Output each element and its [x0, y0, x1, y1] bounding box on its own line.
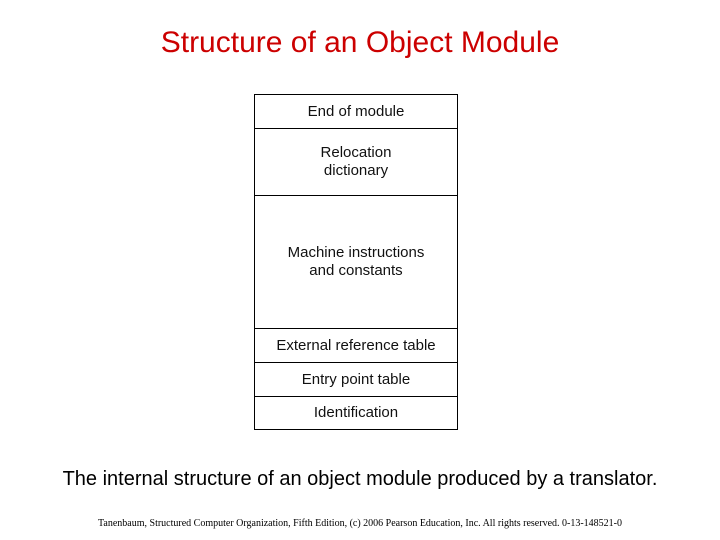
block-label: End of module — [307, 102, 405, 120]
machine-instructions-block — [255, 196, 457, 329]
block-label: Identification — [313, 404, 399, 421]
relocation-dictionary-block — [255, 129, 457, 196]
end-of-module-block — [255, 95, 457, 129]
block-label: Machine instructions and constants — [287, 244, 425, 279]
external-reference-table-block — [255, 329, 457, 363]
figure-caption: The internal structure of an object module produced by a translator. — [62, 468, 658, 490]
block-label: Relocation dictionary — [320, 144, 392, 179]
identification-block — [255, 397, 457, 429]
copyright-footer: Tanenbaum, Structured Computer Organization, Fifth Edition, (c) 2006 Pearson Education, Inc. All rights reserved. 0-13-148521-0 — [98, 518, 622, 529]
block-label: External reference table — [276, 336, 436, 354]
object-module-diagram — [254, 94, 458, 430]
entry-point-table-block — [255, 363, 457, 397]
block-label: Entry point table — [301, 370, 411, 388]
slide-title: Structure of an Object Module — [160, 26, 560, 59]
